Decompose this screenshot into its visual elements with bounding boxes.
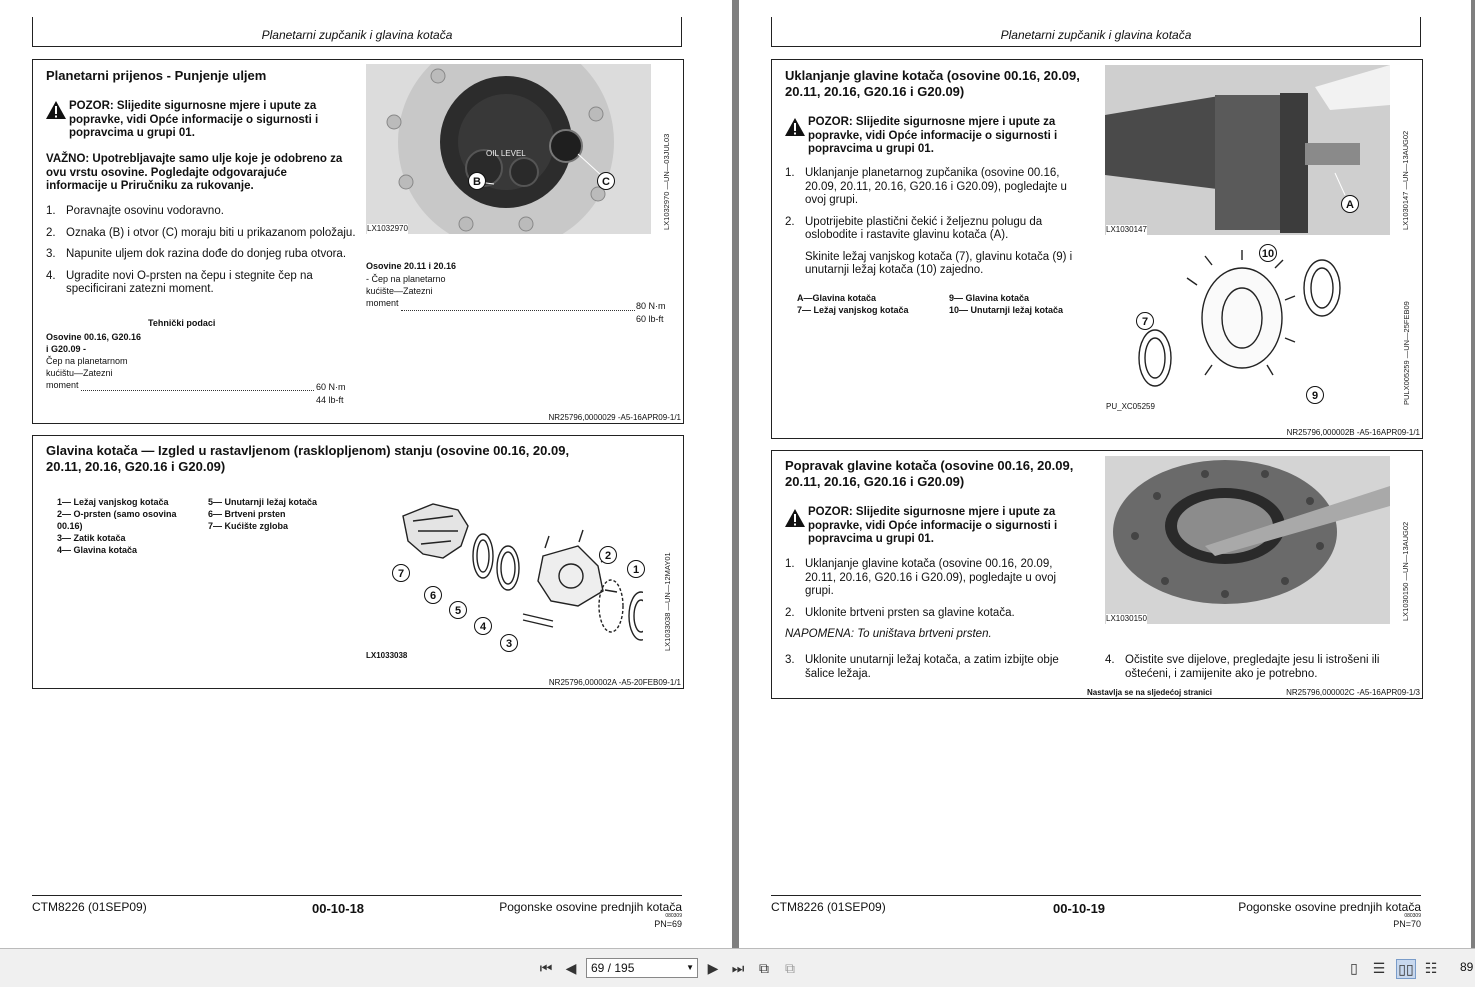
callout-4: 4 [474,617,492,635]
spec2-value-nm: 80 N·m [636,301,666,311]
photo-code: LX1030150 —UN—13AUG02 [1401,521,1410,621]
page-number: 00-10-19 [1053,901,1106,916]
section-title: Planetarni prijenos - Punjenje uljem [46,68,267,83]
photo-id: LX1030147 [1106,225,1147,234]
callout-5: 5 [449,601,467,619]
viewer-toolbar [0,948,1475,987]
callout-c: C [597,172,615,190]
spec2-head: Osovine 20.11 i 20.16 [366,261,457,271]
right-page [739,0,1471,948]
callout-b: B [468,172,486,190]
list-item: 1. Poravnajte osovinu vodoravno. [46,205,224,217]
prev-page-icon[interactable]: ◀ [565,960,577,976]
section-hub-repair [771,450,1423,699]
last-page-icon[interactable]: ⏭ [731,960,745,976]
spec2-body: - Čep na planetarno kućište—Zatezni moment [366,274,446,308]
spec-title: Tehnički podaci [148,318,216,328]
photo-id: LX1032970 [367,224,408,233]
list-item: 1. Uklanjanje glavine kotača (osovine 00.16, 20.09, 20.11, 20.16, G20.16 i G20.09), pogledajte u ovoj grupi. [785,558,1057,597]
reference-code: NR25796,0000029 -A5-16APR09-1/1 [548,413,681,422]
hub-repair-photo [1105,456,1390,624]
continuous-view-icon[interactable]: ☰ [1372,960,1386,976]
list-item: 4. Očistite sve dijelove, pregledajte jesu li istrošeni ili oštećeni, i zamijenite ako je potrebno. [1105,654,1380,680]
reference-code: NR25796,000002B -A5-16APR09-1/1 [1286,428,1420,437]
spec1-value-nm: 60 N·m [316,382,346,392]
photo-code: LX1030147 —UN—13AUG02 [1401,130,1410,230]
next-page-icon[interactable]: ▶ [707,960,719,976]
bearing-diagram [1117,240,1377,400]
diagram-id: LX1033038 [366,651,408,660]
warning-text: POZOR: Slijedite sigurnosne mjere i upute za popravke, vidi Opće informacije o sigurnosti i popravcima u grupi 01. [808,506,1058,545]
zoom-level[interactable]: 89 [1460,960,1474,974]
callout-7: 7 [1136,312,1154,330]
list-item: 2. Uklonite brtveni prsten sa glavine kotača. [785,606,1015,619]
section-title: Uklanjanje glavine kotača (osovine 00.16, 20.09, 20.11, 20.16, G20.16 i G20.09) [785,68,1080,99]
plug-label: OIL LEVEL [486,149,526,158]
callout-7: 7 [392,564,410,582]
page-header: Planetarni zupčanik i glavina kotača [32,17,682,47]
diagram-code: LX1033038 —UN—12MAY01 [663,552,672,651]
planetary-hub-image [366,64,651,234]
hub-seal-image [1105,456,1390,624]
single-page-view-icon[interactable]: ▯ [1350,960,1358,976]
callout-a: A [1341,195,1359,213]
continued-note: Nastavlja se na sljedećoj stranici [1087,688,1212,697]
page-number: 00-10-18 [312,901,365,916]
list-item: 3. Napunite uljem dok razina dođe do donjeg ruba otvora. [46,248,347,260]
list-item: 3. Uklonite unutarnji ležaj kotača, a zatim izbijte obje šalice ležaja. [785,654,1059,680]
chevron-down-icon[interactable]: ▼ [686,963,694,972]
first-page-icon[interactable]: ⏮ [539,960,553,976]
spec1-head: Osovine 00.16, G20.16 i G20.09 - [46,332,142,354]
fit-page-icon[interactable]: ⧉ [785,960,795,976]
callout-9: 9 [1306,386,1324,404]
list-item: 2. Oznaka (B) i otvor (C) moraju biti u prikazanom položaju. [46,226,356,239]
page-header: Planetarni zupčanik i glavina kotača [771,17,1421,47]
spec2-leader [401,310,635,311]
callout-6: 6 [424,586,442,604]
spec1-leader [81,390,314,391]
steps-list [785,167,1085,278]
hub-removal-photo [1105,65,1390,235]
warning-text: POZOR: Slijedite sigurnosne mjere i upute za popravke, vidi Opće informacije o sigurnosti i popravcima u grupi 01. [808,116,1058,155]
rotate-icon[interactable]: ⧉ [759,960,769,976]
callout-10: 10 [1259,244,1277,262]
page-footer: CTM8226 (01SEP09) 00-10-18 Pogonske osovine prednjih kotača 080309 PN=69 [32,895,682,896]
warning-icon [784,117,806,137]
photo-code: LX1032970 —UN—03JUL03 [662,133,671,230]
callout-2: 2 [599,546,617,564]
reference-code: NR25796,000002C -A5-16APR09-1/3 [1286,688,1420,697]
list-item: 1. Uklanjanje planetarnog zupčanika (osovine 00.16, 20.09, 20.11, 20.16, G20.16 i G20.09), pogledajte u ovoj grupi. [785,167,1067,206]
sub-step: Skinite ležaj vanjskog kotača (7), glavinu kotača (9) i unutarnji ležaj kotača (10) zajedno. [805,250,1073,276]
callout-1: 1 [627,560,645,578]
list-item: 2. Upotrijebite plastični čekić i željeznu polugu da oslobodite i rastavite glavinu kotača (A). [785,215,1043,241]
photo-id: LX1030150 [1106,614,1147,623]
important-note: VAŽNO: Upotrebljavajte samo ulje koje je odobreno za ovu vrstu osovine. Pogledajte odgovarajuće informacije u Priručniku za rukovanje. [46,153,343,192]
warning-text: POZOR: Slijedite sigurnosne mjere i upute za popravke, vidi Opće informacije o sigurnosti i popravcima u grupi 01. [69,100,319,139]
section-oil-fill [32,59,684,424]
spec1-body: Čep na planetarnom kućištu—Zatezni moment [46,356,128,390]
list-item: 4. Ugradite novi O-prsten na čepu i stegnite čep na specificirani zatezni moment. [46,269,313,295]
section-title: Glavina kotača — Izgled u rastavljenom (rasklopljenom) stanju (osovine 00.16, 20.09, 20.11, 20.16, G20.16 i G20.09) [46,443,570,474]
spec2-value-lbft: 60 lb-ft [636,314,664,324]
left-page [0,0,732,948]
legend-right: 9— Glavina kotača 10— Unutarnji ležaj kotača [949,293,1064,315]
legend-right: 5— Unutarnji ležaj kotača 6— Brtveni prsten 7— Kućište zgloba [208,497,318,531]
reference-code: NR25796,000002A -A5-20FEB09-1/1 [548,678,681,687]
continuous-two-page-icon[interactable]: ☷ [1424,960,1438,976]
page-number-field[interactable]: 69 / 195 ▼ [586,958,698,978]
warning-icon [784,508,806,528]
legend-left: 1— Ležaj vanjskog kotača 2— O-prsten (samo osovina 00.16) 3— Zatik kotača 4— Glavina kotača [57,497,177,555]
oil-plug-photo [366,64,651,234]
warning-icon [45,100,67,120]
note: NAPOMENA: To uništava brtveni prsten. [785,628,992,640]
legend-left: A—Glavina kotača 7— Ležaj vanjskog kotača [797,293,909,315]
steps-list [785,558,1085,642]
diagram-id: PU_XC05259 [1106,402,1155,411]
spec1-value-lbft: 44 lb-ft [316,395,344,405]
section-title: Popravak glavine kotača (osovine 00.16, 20.09, 20.11, 20.16, G20.16 i G20.09) [785,458,1074,489]
steps-list [46,205,356,297]
section-hub-removal [771,59,1423,439]
two-page-view-icon[interactable]: ▯▯ [1396,959,1416,979]
diagram-code: PULX005259 —UN—25FEB09 [1402,301,1411,405]
section-exploded-view [32,435,684,689]
page-footer: CTM8226 (01SEP09) 00-10-19 Pogonske osovine prednjih kotača 080309 PN=70 [771,895,1421,896]
callout-3: 3 [500,634,518,652]
